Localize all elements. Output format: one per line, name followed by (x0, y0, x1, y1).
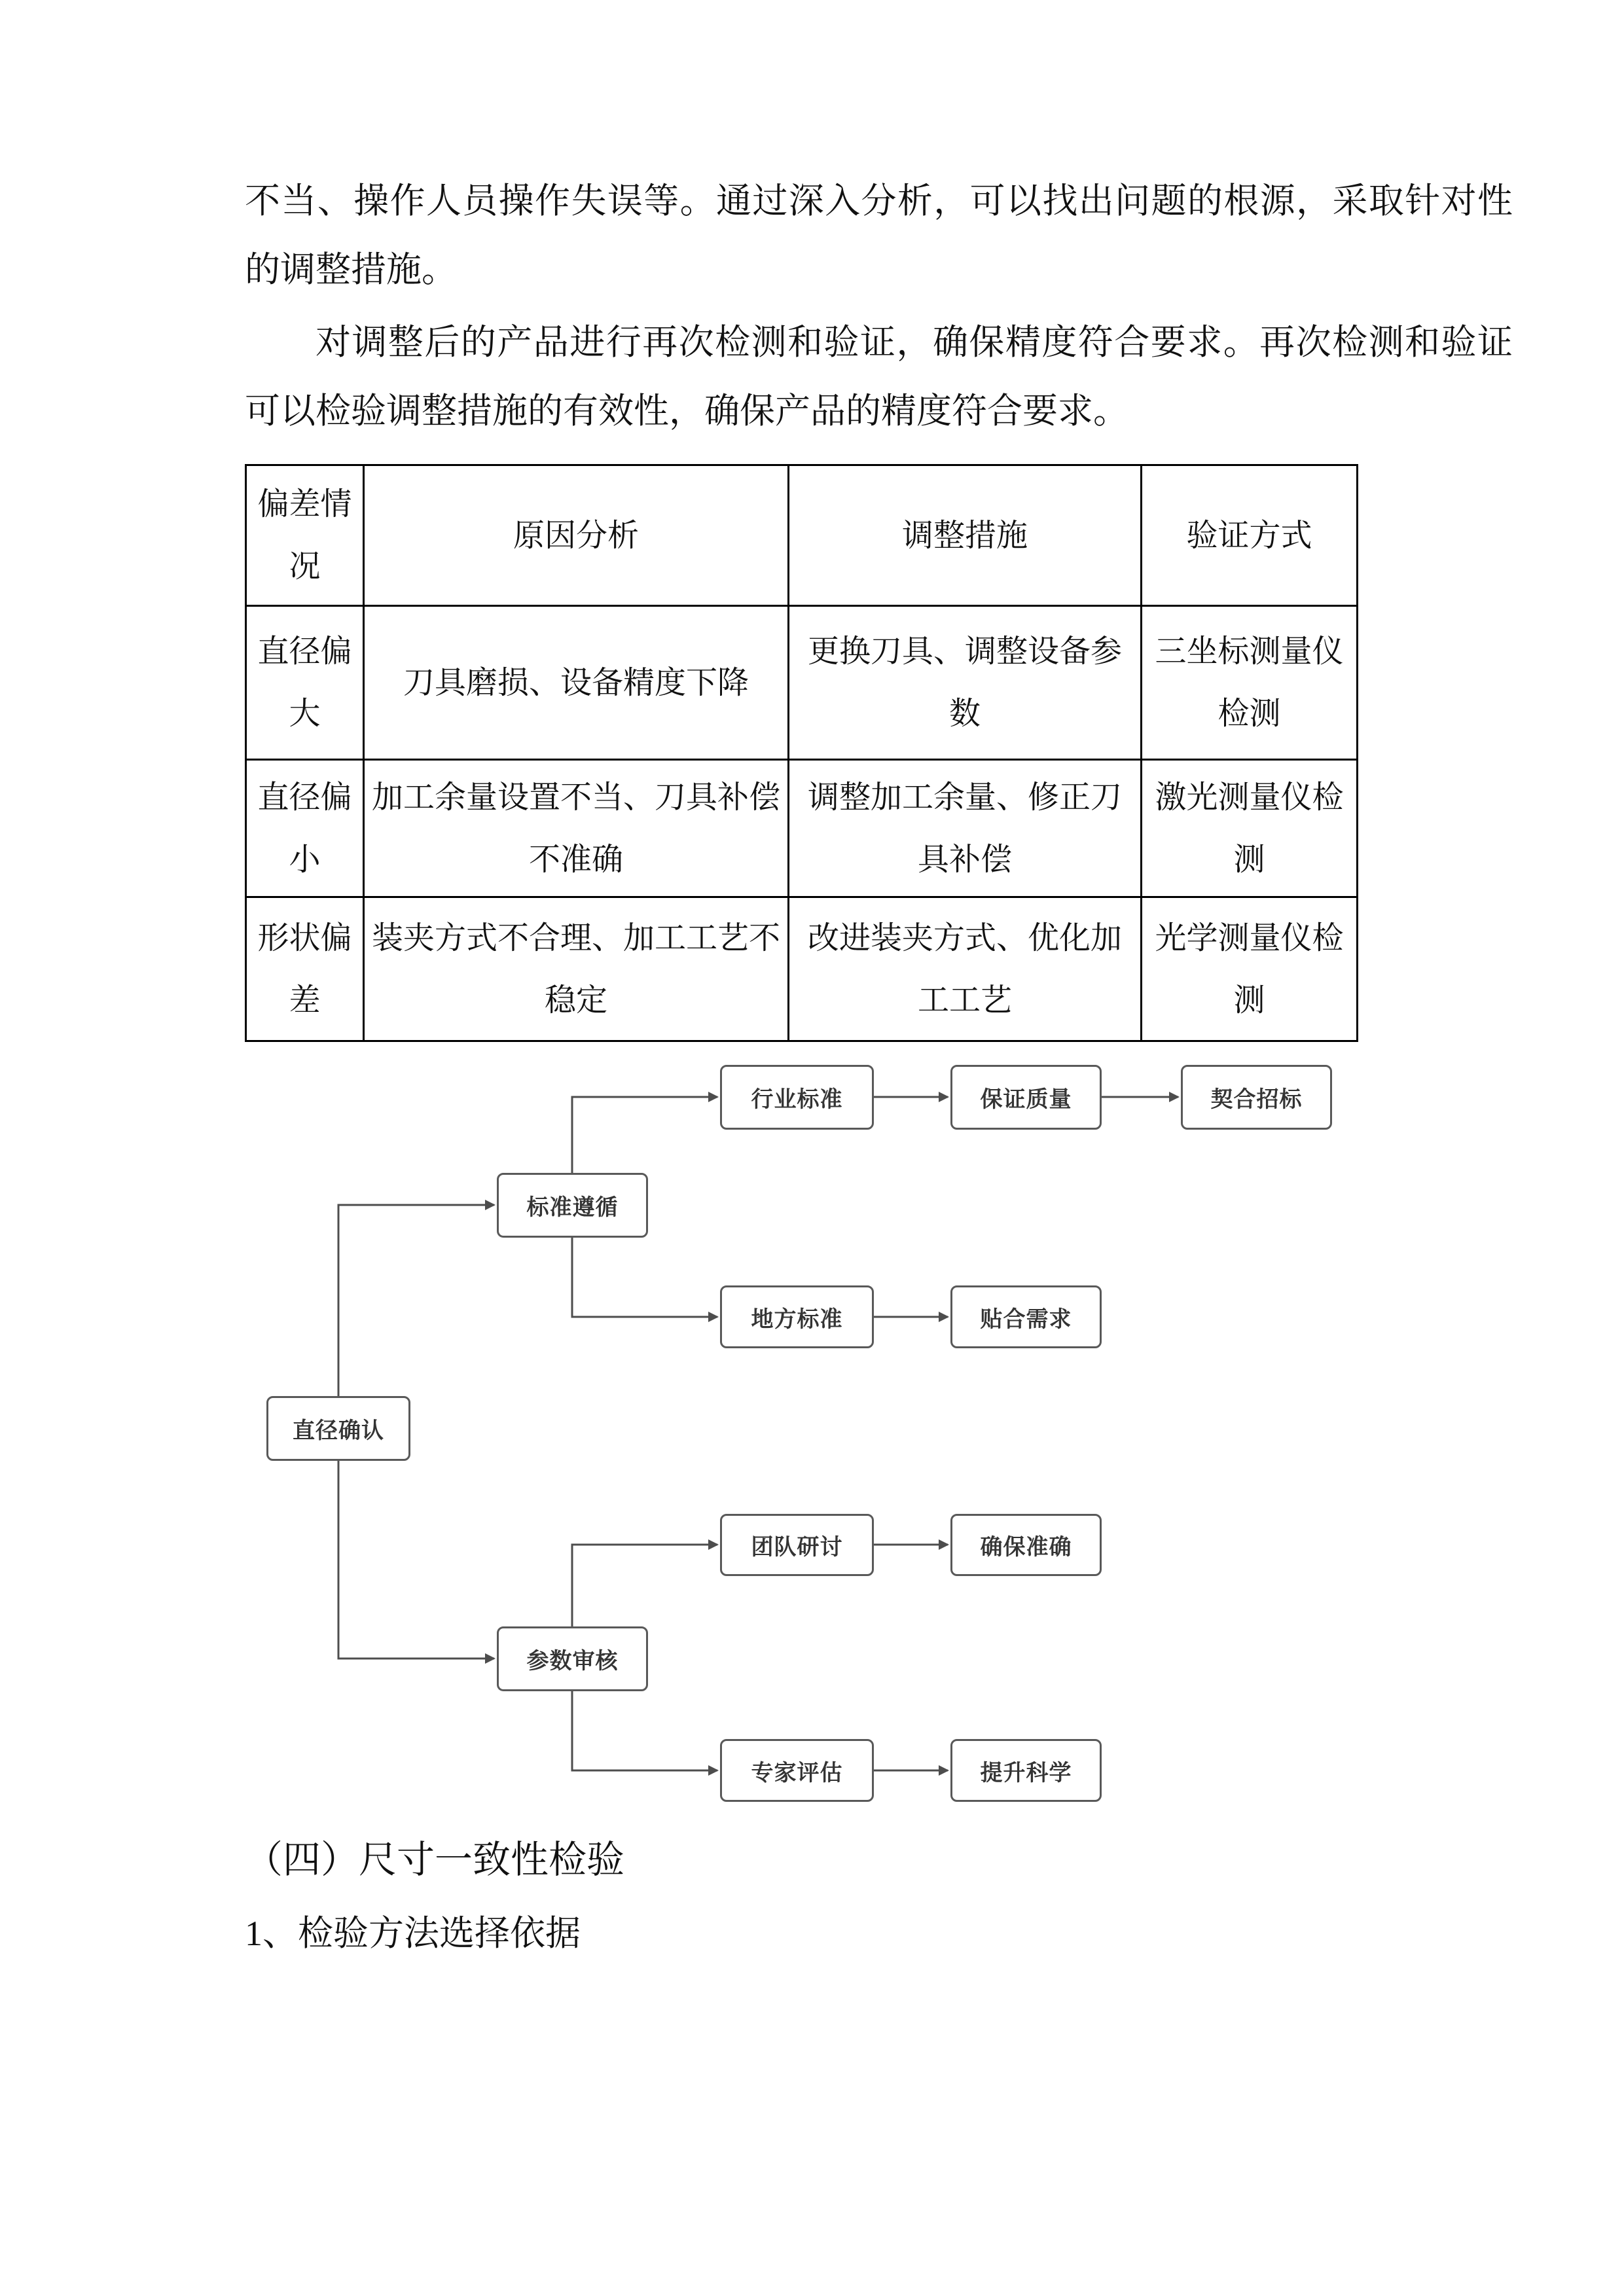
flow-node-team-discussion: 团队研讨 (720, 1514, 874, 1576)
table-cell: 形状偏差 (246, 897, 364, 1041)
diameter-confirmation-flowchart (245, 1058, 1513, 1811)
body-paragraph: 不当、操作人员操作失误等。通过深入分析，可以找出问题的根源，采取针对性的调整措施。 (245, 181, 1513, 289)
section-heading: （四）尺寸一致性检验 (245, 1839, 625, 1881)
column-header: 原因分析 (364, 465, 789, 606)
table-cell: 更换刀具、调整设备参数 (789, 606, 1142, 760)
table-header-row (246, 465, 1358, 606)
table-row (246, 760, 1358, 897)
table-row (246, 606, 1358, 760)
table-cell: 调整加工余量、修正刀具补偿 (789, 760, 1142, 897)
flow-node-match-bidding: 契合招标 (1181, 1065, 1332, 1130)
flow-node-diameter-confirm: 直径确认 (266, 1396, 410, 1461)
table-cell: 装夹方式不合理、加工工艺不稳定 (364, 897, 789, 1041)
column-header: 调整措施 (789, 465, 1142, 606)
table-cell: 刀具磨损、设备精度下降 (364, 606, 789, 760)
column-header: 验证方式 (1142, 465, 1358, 606)
table-cell: 加工余量设置不当、刀具补偿不准确 (364, 760, 789, 897)
body-paragraph: 对调整后的产品进行再次检测和验证，确保精度符合要求。再次检测和验证可以检验调整措施的有效性，确保产品的精度符合要求。 (245, 323, 1513, 431)
flow-node-local-standard: 地方标准 (720, 1285, 874, 1348)
flow-node-standard-compliance: 标准遵循 (497, 1173, 648, 1238)
column-header: 偏差情况 (246, 465, 364, 606)
table-cell: 激光测量仪检测 (1142, 760, 1358, 897)
flow-node-improve-science: 提升科学 (950, 1739, 1102, 1802)
flow-node-parameter-review: 参数审核 (497, 1626, 648, 1691)
flow-node-industry-standard: 行业标准 (720, 1065, 874, 1130)
table-cell: 改进装夹方式、优化加工工艺 (789, 897, 1142, 1041)
list-item-heading: 1、检验方法选择依据 (245, 1914, 581, 1953)
flowchart-connectors (245, 1058, 1513, 1811)
flow-node-fit-demand: 贴合需求 (950, 1285, 1102, 1348)
table-cell: 直径偏小 (246, 760, 364, 897)
flow-node-ensure-quality: 保证质量 (950, 1065, 1102, 1130)
flow-node-ensure-accuracy: 确保准确 (950, 1514, 1102, 1576)
table-cell: 直径偏大 (246, 606, 364, 760)
table-cell: 三坐标测量仪检测 (1142, 606, 1358, 760)
flow-node-expert-evaluation: 专家评估 (720, 1739, 874, 1802)
table-cell: 光学测量仪检测 (1142, 897, 1358, 1041)
table-row (246, 897, 1358, 1041)
deviation-adjustment-table (245, 464, 1358, 1042)
